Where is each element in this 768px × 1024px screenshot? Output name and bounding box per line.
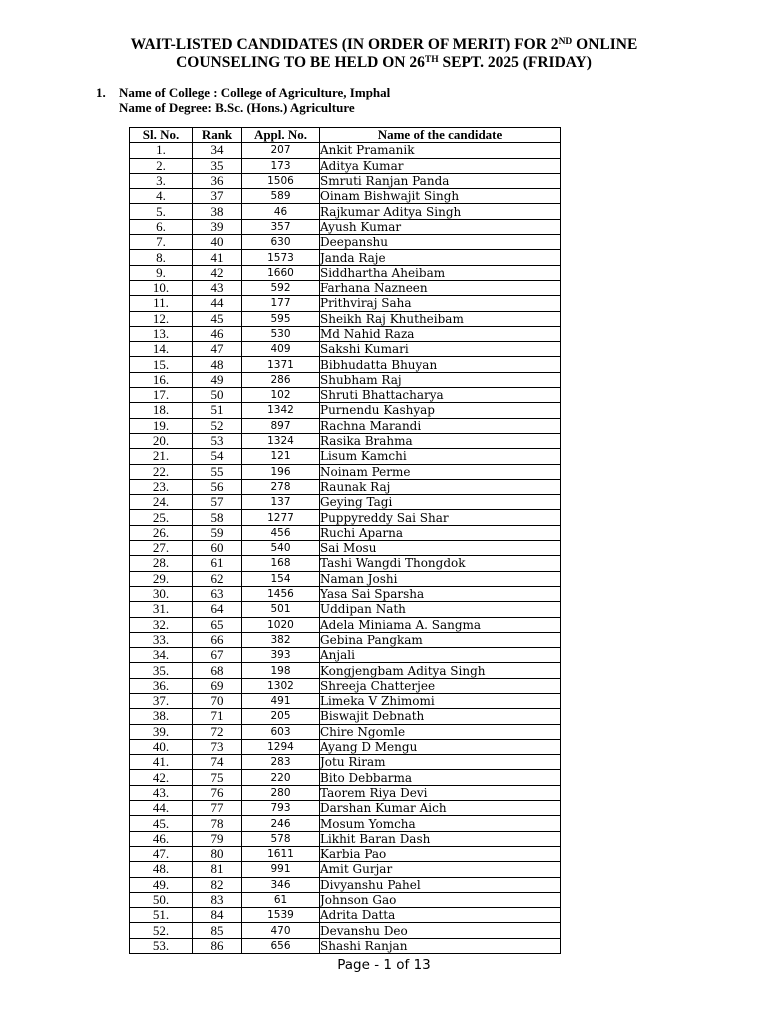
rank-cell: 85: [193, 923, 242, 938]
application-number-cell: 278: [242, 479, 320, 494]
application-number-cell: 589: [242, 189, 320, 204]
application-number-cell: 991: [242, 862, 320, 877]
table-row: [130, 326, 561, 341]
rank-cell: 56: [193, 479, 242, 494]
application-number-cell: 409: [242, 342, 320, 357]
application-number-cell: 578: [242, 831, 320, 846]
candidate-name-cell: Rachna Marandi: [320, 418, 561, 433]
application-number-cell: 540: [242, 541, 320, 556]
rank-cell: 49: [193, 372, 242, 387]
application-number-cell: 1302: [242, 678, 320, 693]
table-row: [130, 770, 561, 785]
rank-cell: 36: [193, 173, 242, 188]
candidate-name-cell: Lisum Kamchi: [320, 449, 561, 464]
rank-cell: 47: [193, 342, 242, 357]
table-row: [130, 265, 561, 280]
application-number-cell: 246: [242, 816, 320, 831]
title-line-1-suffix: ONLINE: [572, 36, 638, 53]
table-body: [130, 143, 561, 954]
application-number-cell: 1371: [242, 357, 320, 372]
candidate-name-cell: Chire Ngomle: [320, 724, 561, 739]
table-row: [130, 296, 561, 311]
candidate-name-cell: Naman Joshi: [320, 571, 561, 586]
application-number-cell: 220: [242, 770, 320, 785]
table-row: [130, 892, 561, 907]
candidate-name-cell: Johnson Gao: [320, 892, 561, 907]
serial-number-cell: 50.: [130, 892, 193, 907]
candidate-name-cell: Karbia Pao: [320, 846, 561, 861]
rank-cell: 60: [193, 541, 242, 556]
serial-number-cell: 23.: [130, 479, 193, 494]
serial-number-cell: 1.: [130, 143, 193, 158]
application-number-cell: 121: [242, 449, 320, 464]
serial-number-cell: 35.: [130, 663, 193, 678]
serial-number-cell: 44.: [130, 801, 193, 816]
application-number-cell: 177: [242, 296, 320, 311]
application-number-cell: 501: [242, 602, 320, 617]
rank-cell: 59: [193, 525, 242, 540]
candidate-name-cell: Bibhudatta Bhuyan: [320, 357, 561, 372]
application-number-cell: 1020: [242, 617, 320, 632]
candidate-name-cell: Kongjengbam Aditya Singh: [320, 663, 561, 678]
application-number-cell: 196: [242, 464, 320, 479]
candidate-name-cell: Adrita Datta: [320, 908, 561, 923]
serial-number-cell: 12.: [130, 311, 193, 326]
rank-cell: 83: [193, 892, 242, 907]
candidate-name-cell: Darshan Kumar Aich: [320, 801, 561, 816]
section-number-spacer: [96, 101, 119, 116]
application-number-cell: 1324: [242, 433, 320, 448]
table-row: [130, 403, 561, 418]
title-line-1: [0, 36, 768, 54]
candidate-name-cell: Uddipan Nath: [320, 602, 561, 617]
candidate-name-cell: Rajkumar Aditya Singh: [320, 204, 561, 219]
serial-number-cell: 26.: [130, 525, 193, 540]
rank-cell: 54: [193, 449, 242, 464]
application-number-cell: 530: [242, 326, 320, 341]
serial-number-cell: 27.: [130, 541, 193, 556]
candidates-table: [129, 127, 561, 954]
candidate-name-cell: Oinam Bishwajit Singh: [320, 189, 561, 204]
rank-cell: 38: [193, 204, 242, 219]
serial-number-cell: 2.: [130, 158, 193, 173]
table-row: [130, 602, 561, 617]
table-row: [130, 479, 561, 494]
application-number-cell: 205: [242, 709, 320, 724]
rank-cell: 58: [193, 510, 242, 525]
application-number-cell: 286: [242, 372, 320, 387]
rank-cell: 75: [193, 770, 242, 785]
candidate-name-cell: Puppyreddy Sai Shar: [320, 510, 561, 525]
candidate-name-cell: Shreeja Chatterjee: [320, 678, 561, 693]
application-number-cell: 61: [242, 892, 320, 907]
rank-cell: 65: [193, 617, 242, 632]
serial-number-cell: 43.: [130, 785, 193, 800]
serial-number-cell: 51.: [130, 908, 193, 923]
title-line-2: [0, 54, 768, 72]
rank-cell: 63: [193, 586, 242, 601]
table-row: [130, 250, 561, 265]
section-header: [96, 86, 390, 115]
header-sl-no: Sl. No.: [130, 128, 193, 143]
candidate-name-cell: Sakshi Kumari: [320, 342, 561, 357]
candidate-name-cell: Ayush Kumar: [320, 219, 561, 234]
serial-number-cell: 21.: [130, 449, 193, 464]
table-row: [130, 663, 561, 678]
candidate-name-cell: Devanshu Deo: [320, 923, 561, 938]
table-header: [130, 128, 561, 143]
serial-number-cell: 39.: [130, 724, 193, 739]
application-number-cell: 168: [242, 556, 320, 571]
application-number-cell: 102: [242, 388, 320, 403]
rank-cell: 62: [193, 571, 242, 586]
table-row: [130, 632, 561, 647]
candidate-name-cell: Md Nahid Raza: [320, 326, 561, 341]
serial-number-cell: 6.: [130, 219, 193, 234]
rank-cell: 78: [193, 816, 242, 831]
application-number-cell: 283: [242, 755, 320, 770]
rank-cell: 34: [193, 143, 242, 158]
rank-cell: 41: [193, 250, 242, 265]
rank-cell: 53: [193, 433, 242, 448]
candidate-name-cell: Siddhartha Aheibam: [320, 265, 561, 280]
rank-cell: 76: [193, 785, 242, 800]
application-number-cell: 630: [242, 235, 320, 250]
table-row: [130, 709, 561, 724]
candidate-name-cell: Shruti Bhattacharya: [320, 388, 561, 403]
rank-cell: 70: [193, 693, 242, 708]
serial-number-cell: 47.: [130, 846, 193, 861]
table-row: [130, 724, 561, 739]
application-number-cell: 1456: [242, 586, 320, 601]
rank-cell: 50: [193, 388, 242, 403]
table-row: [130, 495, 561, 510]
application-number-cell: 897: [242, 418, 320, 433]
application-number-cell: 603: [242, 724, 320, 739]
rank-cell: 66: [193, 632, 242, 647]
table-row: [130, 586, 561, 601]
candidate-name-cell: Likhit Baran Dash: [320, 831, 561, 846]
page-number: Page - 1 of 13: [337, 957, 431, 973]
table-row: [130, 235, 561, 250]
rank-cell: 79: [193, 831, 242, 846]
table-row: [130, 862, 561, 877]
candidate-name-cell: Smruti Ranjan Panda: [320, 173, 561, 188]
table-row: [130, 571, 561, 586]
rank-cell: 35: [193, 158, 242, 173]
rank-cell: 73: [193, 739, 242, 754]
table-row: [130, 816, 561, 831]
table-row: [130, 785, 561, 800]
rank-cell: 84: [193, 908, 242, 923]
title-line-2-suffix: SEPT. 2025 (FRIDAY): [438, 54, 592, 71]
application-number-cell: 1573: [242, 250, 320, 265]
serial-number-cell: 49.: [130, 877, 193, 892]
table-row: [130, 388, 561, 403]
degree-name: Name of Degree: B.Sc. (Hons.) Agriculture: [119, 99, 355, 115]
rank-cell: 61: [193, 556, 242, 571]
candidate-name-cell: Tashi Wangdi Thongdok: [320, 556, 561, 571]
rank-cell: 86: [193, 938, 242, 953]
serial-number-cell: 38.: [130, 709, 193, 724]
candidate-name-cell: Ankit Pramanik: [320, 143, 561, 158]
rank-cell: 39: [193, 219, 242, 234]
application-number-cell: 1277: [242, 510, 320, 525]
application-number-cell: 491: [242, 693, 320, 708]
table-row: [130, 280, 561, 295]
header-candidate-name: Name of the candidate: [320, 128, 561, 143]
application-number-cell: 46: [242, 204, 320, 219]
candidate-name-cell: Anjali: [320, 648, 561, 663]
application-number-cell: 207: [242, 143, 320, 158]
table-row: [130, 617, 561, 632]
rank-cell: 69: [193, 678, 242, 693]
rank-cell: 74: [193, 755, 242, 770]
application-number-cell: 1294: [242, 739, 320, 754]
candidate-name-cell: Noinam Perme: [320, 464, 561, 479]
table-row: [130, 693, 561, 708]
rank-cell: 81: [193, 862, 242, 877]
serial-number-cell: 30.: [130, 586, 193, 601]
serial-number-cell: 4.: [130, 189, 193, 204]
table-row: [130, 678, 561, 693]
candidate-name-cell: Biswajit Debnath: [320, 709, 561, 724]
table-row: [130, 464, 561, 479]
serial-number-cell: 9.: [130, 265, 193, 280]
application-number-cell: 173: [242, 158, 320, 173]
table-row: [130, 143, 561, 158]
document-title: [0, 36, 768, 72]
candidate-name-cell: Adela Miniama A. Sangma: [320, 617, 561, 632]
application-number-cell: 280: [242, 785, 320, 800]
candidate-name-cell: Yasa Sai Sparsha: [320, 586, 561, 601]
title-line-2-superscript: TH: [424, 55, 439, 65]
candidate-name-cell: Amit Gurjar: [320, 862, 561, 877]
table-row: [130, 648, 561, 663]
serial-number-cell: 7.: [130, 235, 193, 250]
candidate-name-cell: Jotu Riram: [320, 755, 561, 770]
serial-number-cell: 8.: [130, 250, 193, 265]
application-number-cell: 357: [242, 219, 320, 234]
serial-number-cell: 36.: [130, 678, 193, 693]
table-row: [130, 556, 561, 571]
serial-number-cell: 15.: [130, 357, 193, 372]
table-header-row: [130, 128, 561, 143]
table-row: [130, 831, 561, 846]
application-number-cell: 346: [242, 877, 320, 892]
serial-number-cell: 22.: [130, 464, 193, 479]
candidate-name-cell: Limeka V Zhimomi: [320, 693, 561, 708]
serial-number-cell: 40.: [130, 739, 193, 754]
serial-number-cell: 52.: [130, 923, 193, 938]
serial-number-cell: 37.: [130, 693, 193, 708]
candidate-name-cell: Mosum Yomcha: [320, 816, 561, 831]
table-row: [130, 923, 561, 938]
rank-cell: 71: [193, 709, 242, 724]
rank-cell: 45: [193, 311, 242, 326]
table-row: [130, 189, 561, 204]
candidate-name-cell: Aditya Kumar: [320, 158, 561, 173]
rank-cell: 77: [193, 801, 242, 816]
serial-number-cell: 16.: [130, 372, 193, 387]
serial-number-cell: 25.: [130, 510, 193, 525]
title-line-1-superscript: ND: [558, 37, 573, 47]
application-number-cell: 470: [242, 923, 320, 938]
serial-number-cell: 28.: [130, 556, 193, 571]
table-row: [130, 877, 561, 892]
table-row: [130, 541, 561, 556]
serial-number-cell: 20.: [130, 433, 193, 448]
rank-cell: 82: [193, 877, 242, 892]
serial-number-cell: 31.: [130, 602, 193, 617]
table-row: [130, 357, 561, 372]
table-row: [130, 801, 561, 816]
application-number-cell: 1506: [242, 173, 320, 188]
table-row: [130, 418, 561, 433]
table-row: [130, 158, 561, 173]
table-row: [130, 433, 561, 448]
candidate-name-cell: Janda Raje: [320, 250, 561, 265]
serial-number-cell: 45.: [130, 816, 193, 831]
candidate-name-cell: Ruchi Aparna: [320, 525, 561, 540]
section-number: 1.: [96, 85, 106, 100]
table-row: [130, 510, 561, 525]
rank-cell: 80: [193, 846, 242, 861]
rank-cell: 42: [193, 265, 242, 280]
serial-number-cell: 24.: [130, 495, 193, 510]
serial-number-cell: 53.: [130, 938, 193, 953]
serial-number-cell: 48.: [130, 862, 193, 877]
candidate-name-cell: Divyanshu Pahel: [320, 877, 561, 892]
serial-number-cell: 5.: [130, 204, 193, 219]
rank-cell: 44: [193, 296, 242, 311]
candidate-name-cell: Rasika Brahma: [320, 433, 561, 448]
college-name: Name of College : College of Agriculture, Imphal: [119, 85, 391, 100]
serial-number-cell: 46.: [130, 831, 193, 846]
serial-number-cell: 3.: [130, 173, 193, 188]
title-line-1-text: WAIT-LISTED CANDIDATES (IN ORDER OF MERIT) FOR 2: [130, 36, 559, 53]
serial-number-cell: 19.: [130, 418, 193, 433]
application-number-cell: 393: [242, 648, 320, 663]
candidate-name-cell: Farhana Nazneen: [320, 280, 561, 295]
serial-number-cell: 17.: [130, 388, 193, 403]
header-rank: Rank: [193, 128, 242, 143]
application-number-cell: 1611: [242, 846, 320, 861]
application-number-cell: 793: [242, 801, 320, 816]
table-row: [130, 525, 561, 540]
table-row: [130, 449, 561, 464]
header-appl-no: Appl. No.: [242, 128, 320, 143]
serial-number-cell: 32.: [130, 617, 193, 632]
rank-cell: 64: [193, 602, 242, 617]
serial-number-cell: 33.: [130, 632, 193, 647]
serial-number-cell: 11.: [130, 296, 193, 311]
title-line-2-text: COUNSELING TO BE HELD ON 26: [176, 54, 425, 71]
candidate-name-cell: Taorem Riya Devi: [320, 785, 561, 800]
table-row: [130, 219, 561, 234]
rank-cell: 57: [193, 495, 242, 510]
application-number-cell: 198: [242, 663, 320, 678]
candidate-name-cell: Purnendu Kashyap: [320, 403, 561, 418]
rank-cell: 72: [193, 724, 242, 739]
serial-number-cell: 14.: [130, 342, 193, 357]
table-row: [130, 311, 561, 326]
serial-number-cell: 18.: [130, 403, 193, 418]
rank-cell: 48: [193, 357, 242, 372]
application-number-cell: 137: [242, 495, 320, 510]
candidate-name-cell: Geying Tagi: [320, 495, 561, 510]
rank-cell: 43: [193, 280, 242, 295]
table-row: [130, 204, 561, 219]
rank-cell: 46: [193, 326, 242, 341]
application-number-cell: 595: [242, 311, 320, 326]
application-number-cell: 656: [242, 938, 320, 953]
application-number-cell: 456: [242, 525, 320, 540]
serial-number-cell: 13.: [130, 326, 193, 341]
rank-cell: 37: [193, 189, 242, 204]
candidate-name-cell: Gebina Pangkam: [320, 632, 561, 647]
table-row: [130, 908, 561, 923]
application-number-cell: 154: [242, 571, 320, 586]
application-number-cell: 1539: [242, 908, 320, 923]
table-row: [130, 846, 561, 861]
rank-cell: 67: [193, 648, 242, 663]
candidate-name-cell: Prithviraj Saha: [320, 296, 561, 311]
candidate-name-cell: Sheikh Raj Khutheibam: [320, 311, 561, 326]
rank-cell: 55: [193, 464, 242, 479]
table-row: [130, 342, 561, 357]
serial-number-cell: 10.: [130, 280, 193, 295]
table-row: [130, 938, 561, 953]
candidate-name-cell: Ayang D Mengu: [320, 739, 561, 754]
application-number-cell: 592: [242, 280, 320, 295]
candidate-name-cell: Raunak Raj: [320, 479, 561, 494]
serial-number-cell: 29.: [130, 571, 193, 586]
table-row: [130, 372, 561, 387]
candidate-name-cell: Bito Debbarma: [320, 770, 561, 785]
candidate-name-cell: Sai Mosu: [320, 541, 561, 556]
rank-cell: 68: [193, 663, 242, 678]
application-number-cell: 382: [242, 632, 320, 647]
table-row: [130, 173, 561, 188]
serial-number-cell: 42.: [130, 770, 193, 785]
rank-cell: 52: [193, 418, 242, 433]
application-number-cell: 1342: [242, 403, 320, 418]
candidate-name-cell: Deepanshu: [320, 235, 561, 250]
table-row: [130, 739, 561, 754]
table-row: [130, 755, 561, 770]
application-number-cell: 1660: [242, 265, 320, 280]
serial-number-cell: 34.: [130, 648, 193, 663]
candidate-name-cell: Shubham Raj: [320, 372, 561, 387]
rank-cell: 40: [193, 235, 242, 250]
rank-cell: 51: [193, 403, 242, 418]
serial-number-cell: 41.: [130, 755, 193, 770]
candidate-name-cell: Shashi Ranjan: [320, 938, 561, 953]
